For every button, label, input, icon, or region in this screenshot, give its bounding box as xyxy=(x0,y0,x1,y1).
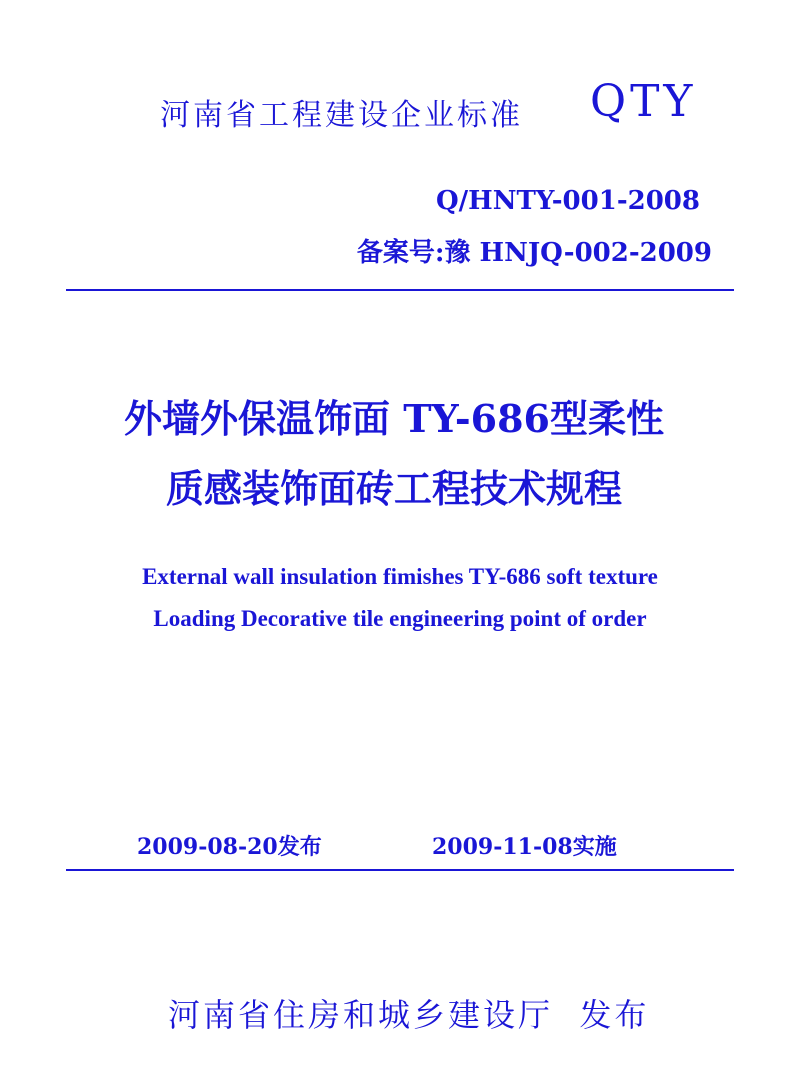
document-title-en-line1: External wall insulation fimishes TY-686 soft texture xyxy=(142,564,658,589)
publisher: 河南省住房和城乡建设厅 发布 xyxy=(168,996,650,1034)
divider-bottom xyxy=(66,869,734,871)
effective-date: 2009-11-08实施 xyxy=(432,834,617,860)
standard-number: Q/HNTY-001-2008 xyxy=(436,186,700,216)
document-title-cn-line2: 质感装饰面砖工程技术规程 xyxy=(165,466,622,511)
standard-code-mark: QTY xyxy=(590,76,697,127)
document-title-en-line2: Loading Decorative tile engineering point of order xyxy=(153,606,647,631)
document-title-cn-line1: 外墙外保温饰面 TY-686型柔性 xyxy=(124,396,664,441)
divider-top xyxy=(66,289,734,291)
filing-number: 备案号:豫 HNJQ-002-2009 xyxy=(356,238,712,268)
issue-date: 2009-08-20发布 xyxy=(137,834,322,860)
standard-category-title: 河南省工程建设企业标准 xyxy=(160,98,523,133)
